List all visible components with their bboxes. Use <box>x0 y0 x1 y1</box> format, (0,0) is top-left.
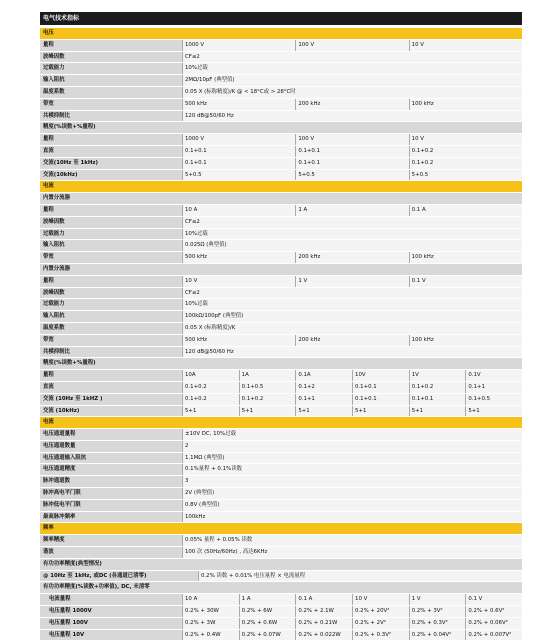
row-values <box>182 205 522 216</box>
row-label: 交流 (10kHz) <box>40 406 182 417</box>
table-row <box>40 429 522 441</box>
row-values <box>182 594 522 605</box>
row-label: 过载能力 <box>40 63 182 74</box>
table-row <box>40 606 522 618</box>
row-values <box>182 311 522 322</box>
section-header: 频率 <box>40 523 522 535</box>
row-label: 脉冲高电平门限 <box>40 488 182 499</box>
table-row <box>40 323 522 335</box>
row-label: 量程 <box>40 276 182 287</box>
table-row <box>40 170 522 182</box>
value-cell: 5+0.5 <box>409 170 522 181</box>
table-row <box>40 99 522 111</box>
row-values <box>182 134 522 145</box>
row-label: 谐波 <box>40 547 182 558</box>
value-cell: 200 kHz <box>295 99 408 110</box>
subsection-header: 内置分流器 <box>40 193 522 205</box>
row-label: @ 10Hz 至 1kHz, 或DC (各通道已清零) <box>40 571 198 582</box>
row-label: 量程 <box>40 205 182 216</box>
value-cell: 1000 V <box>182 40 295 51</box>
value-cell: CF≤2 <box>182 288 522 299</box>
row-values <box>182 394 522 405</box>
row-values <box>182 75 522 86</box>
value-cell: 0.2% + 0.022W <box>295 630 352 641</box>
row-values <box>182 547 522 558</box>
value-cell: 200 kHz <box>295 252 408 263</box>
table-row <box>40 335 522 347</box>
value-cell: 0.2% + 2V² <box>352 618 409 629</box>
value-cell: 0.2% + 0.007V² <box>465 630 522 641</box>
row-values <box>182 370 522 381</box>
value-cell: 10V <box>352 370 409 381</box>
table-row <box>40 464 522 476</box>
value-cell: 1 A <box>295 205 408 216</box>
subsection-header: 有功功率精度(典型情况) <box>40 559 522 571</box>
value-cell: 0.2% + 2.1W <box>295 606 352 617</box>
value-cell: 0.1 A <box>295 594 352 605</box>
table-row <box>40 63 522 75</box>
table-row <box>40 299 522 311</box>
row-label: 电压量程 1000V <box>40 606 182 617</box>
value-cell: 5+1 <box>352 406 409 417</box>
row-label: 交流(10Hz 至 1kHz) <box>40 158 182 169</box>
row-values <box>182 323 522 334</box>
value-cell: 0.1A <box>295 370 352 381</box>
row-label: 共模抑制比 <box>40 347 182 358</box>
value-cell: 0.1+0.2 <box>409 146 522 157</box>
value-cell: 120 dB@50/60 Hz <box>182 111 522 122</box>
value-cell: 5+1 <box>239 406 296 417</box>
table-row <box>40 111 522 123</box>
value-cell: 0.1+0.1 <box>352 382 409 393</box>
value-cell: 0.2% + 3W <box>182 618 239 629</box>
sheet-title: 电气技术指标 <box>40 12 522 25</box>
table-row <box>40 370 522 382</box>
value-cell: 0.025Ω (典型值) <box>182 240 522 251</box>
table-row <box>40 618 522 630</box>
row-values <box>182 299 522 310</box>
row-values <box>182 606 522 617</box>
value-cell: 0.1+1 <box>295 394 352 405</box>
value-cell: 0.05% 量程 + 0.05% 读数 <box>182 535 522 546</box>
table-row <box>40 134 522 146</box>
row-values <box>182 111 522 122</box>
value-cell: ±10V DC, 10%过载 <box>182 429 522 440</box>
value-cell: 100kHz <box>182 512 522 523</box>
row-label: 电压通道精度 <box>40 464 182 475</box>
table-row <box>40 229 522 241</box>
table-row <box>40 630 522 641</box>
row-label: 波峰因数 <box>40 52 182 63</box>
value-cell: 500 kHz <box>182 99 295 110</box>
row-label: 温度系数 <box>40 323 182 334</box>
row-label: 直流 <box>40 146 182 157</box>
value-cell: 10 V <box>409 40 522 51</box>
table-row <box>40 158 522 170</box>
value-cell: 100kΩ/100pF (典型值) <box>182 311 522 322</box>
table-row <box>40 406 522 418</box>
value-cell: 10A <box>182 370 239 381</box>
row-values <box>182 535 522 546</box>
value-cell: 10%过载 <box>182 299 522 310</box>
row-values <box>182 52 522 63</box>
value-cell: 0.2% + 20V² <box>352 606 409 617</box>
row-values <box>182 217 522 228</box>
table-row <box>40 394 522 406</box>
value-cell: 100 V <box>295 40 408 51</box>
row-values <box>182 240 522 251</box>
table-row <box>40 535 522 547</box>
row-values <box>182 382 522 393</box>
value-cell: 1.1MΩ (典型值) <box>182 453 522 464</box>
value-cell: 0.1%量程 + 0.1%读数 <box>182 464 522 475</box>
row-label: 输入阻抗 <box>40 311 182 322</box>
value-cell: 120 dB@50/60 Hz <box>182 347 522 358</box>
row-label: 量程 <box>40 370 182 381</box>
row-label: 带宽 <box>40 335 182 346</box>
table-row <box>40 476 522 488</box>
value-cell: 200 kHz <box>295 335 408 346</box>
row-values <box>198 571 522 582</box>
spec-sheet <box>40 12 522 641</box>
row-values <box>182 170 522 181</box>
value-cell: 5+1 <box>465 406 522 417</box>
row-values <box>182 99 522 110</box>
table-row <box>40 382 522 394</box>
row-label: 过载能力 <box>40 299 182 310</box>
value-cell: 0.1+0.2 <box>409 158 522 169</box>
value-cell: 10 V <box>409 134 522 145</box>
value-cell: 0.2% + 6W <box>239 606 296 617</box>
row-label: 量程 <box>40 40 182 51</box>
value-cell: 500 kHz <box>182 252 295 263</box>
row-label: 共模抑制比 <box>40 111 182 122</box>
value-cell: 0.2% + 0.6W <box>239 618 296 629</box>
row-label: 交流 (10Hz 至 1kHZ ) <box>40 394 182 405</box>
value-cell: 10 A <box>182 205 295 216</box>
row-values <box>182 40 522 51</box>
table-row <box>40 500 522 512</box>
value-cell: 0.2% + 0.4W <box>182 630 239 641</box>
subsection-header: 精度(%读数+%量程) <box>40 358 522 370</box>
row-values <box>182 630 522 641</box>
row-values <box>182 453 522 464</box>
value-cell: 10 A <box>182 594 239 605</box>
value-cell: 5+0.5 <box>182 170 295 181</box>
row-label: 温度系数 <box>40 87 182 98</box>
value-cell: 0.2% + 0.3V² <box>352 630 409 641</box>
value-cell: 0.1 V <box>409 276 522 287</box>
value-cell: 0.1V <box>465 370 522 381</box>
value-cell: 500 kHz <box>182 335 295 346</box>
value-cell: 10%过载 <box>182 229 522 240</box>
row-label: 脉冲低电平门限 <box>40 500 182 511</box>
row-label: 过载能力 <box>40 229 182 240</box>
row-label: 最高脉冲频率 <box>40 512 182 523</box>
table-row <box>40 512 522 524</box>
row-label: 电流量程 <box>40 594 182 605</box>
value-cell: 3 <box>182 476 522 487</box>
row-values <box>182 229 522 240</box>
row-values <box>182 63 522 74</box>
value-cell: 0.1+0.2 <box>409 382 466 393</box>
value-cell: 0.1+0.1 <box>182 146 295 157</box>
value-cell: 0.05 X (标称精度)/K @ < 18°C或 > 28°C时 <box>182 87 522 98</box>
row-label: 波峰因数 <box>40 217 182 228</box>
row-label: 电压通道量程 <box>40 429 182 440</box>
row-label: 量程 <box>40 134 182 145</box>
row-values <box>182 252 522 263</box>
value-cell: 0.1+0.1 <box>295 146 408 157</box>
value-cell: 5+1 <box>182 406 239 417</box>
value-cell: 0.1+0.5 <box>465 394 522 405</box>
table-row <box>40 594 522 606</box>
row-values <box>182 500 522 511</box>
subsection-header: 精度(%读数+%量程) <box>40 122 522 134</box>
row-values <box>182 429 522 440</box>
table-row <box>40 40 522 52</box>
row-values <box>182 146 522 157</box>
value-cell: 0.1+1 <box>465 382 522 393</box>
row-label: 直流 <box>40 382 182 393</box>
section-header: 电流 <box>40 181 522 193</box>
row-values <box>182 512 522 523</box>
table-row <box>40 441 522 453</box>
value-cell: 0.2% + 30W <box>182 606 239 617</box>
table-row <box>40 146 522 158</box>
row-values <box>182 618 522 629</box>
subsection-header: 内置分流器 <box>40 264 522 276</box>
row-label: 频率精度 <box>40 535 182 546</box>
value-cell: 1V <box>409 370 466 381</box>
value-cell: CF≤2 <box>182 217 522 228</box>
row-values <box>182 488 522 499</box>
table-row <box>40 347 522 359</box>
table-row <box>40 205 522 217</box>
value-cell: 0.1 A <box>409 205 522 216</box>
row-values <box>182 406 522 417</box>
value-cell: 10%过载 <box>182 63 522 74</box>
value-cell: 0.2% + 0.07W <box>239 630 296 641</box>
row-label: 波峰因数 <box>40 288 182 299</box>
row-values <box>182 276 522 287</box>
section-header: 电流 <box>40 417 522 429</box>
value-cell: 1A <box>239 370 296 381</box>
value-cell: 100 kHz <box>409 252 522 263</box>
row-label: 电压通道输入阻抗 <box>40 453 182 464</box>
value-cell: 100 次 (50Hz/60Hz) , 高达6KHz <box>182 547 522 558</box>
row-label: 带宽 <box>40 252 182 263</box>
row-values <box>182 464 522 475</box>
value-cell: 0.8V (典型值) <box>182 500 522 511</box>
value-cell: 100 kHz <box>409 335 522 346</box>
value-cell: 2MΩ/10pF (典型值) <box>182 75 522 86</box>
value-cell: 0.2% + 0.04V² <box>409 630 466 641</box>
value-cell: 1 V <box>409 594 466 605</box>
value-cell: 0.1+0.1 <box>295 158 408 169</box>
value-cell: 0.05 X (标称精度)/K <box>182 323 522 334</box>
value-cell: 5+0.5 <box>295 170 408 181</box>
value-cell: 100 kHz <box>409 99 522 110</box>
value-cell: 2 <box>182 441 522 452</box>
value-cell: 0.2% 读数 + 0.01% 电压量程 × 电流量程 <box>198 571 522 582</box>
spec-table <box>40 28 522 641</box>
value-cell: 10 V <box>182 276 295 287</box>
value-cell: 0.1+0.2 <box>182 382 239 393</box>
row-values <box>182 288 522 299</box>
value-cell: 0.1+0.2 <box>182 394 239 405</box>
table-row <box>40 288 522 300</box>
value-cell: 5+1 <box>409 406 466 417</box>
value-cell: 0.1 V <box>465 594 522 605</box>
value-cell: 0.1+0.5 <box>239 382 296 393</box>
row-label: 脉冲通道数 <box>40 476 182 487</box>
value-cell: CF≤2 <box>182 52 522 63</box>
table-row <box>40 52 522 64</box>
value-cell: 0.1+0.1 <box>409 394 466 405</box>
row-label: 输入阻抗 <box>40 240 182 251</box>
value-cell: 100 V <box>295 134 408 145</box>
row-label: 输入阻抗 <box>40 75 182 86</box>
value-cell: 1 V <box>295 276 408 287</box>
value-cell: 0.1+2 <box>295 382 352 393</box>
row-values <box>182 335 522 346</box>
value-cell: 0.2% + 3V² <box>409 606 466 617</box>
value-cell: 1 A <box>239 594 296 605</box>
table-row <box>40 571 522 583</box>
value-cell: 0.2% + 0.06V² <box>465 618 522 629</box>
value-cell: 0.1+0.2 <box>239 394 296 405</box>
value-cell: 0.2% + 0.6V² <box>465 606 522 617</box>
table-row <box>40 488 522 500</box>
table-row <box>40 75 522 87</box>
row-label: 电压量程 10V <box>40 630 182 641</box>
value-cell: 0.1+0.1 <box>182 158 295 169</box>
table-row <box>40 87 522 99</box>
value-cell: 1000 V <box>182 134 295 145</box>
row-values <box>182 158 522 169</box>
table-row <box>40 311 522 323</box>
table-row <box>40 240 522 252</box>
row-label: 带宽 <box>40 99 182 110</box>
value-cell: 10 V <box>352 594 409 605</box>
row-label: 电压量程 100V <box>40 618 182 629</box>
row-label: 电压通道数量 <box>40 441 182 452</box>
row-values <box>182 476 522 487</box>
value-cell: 5+1 <box>295 406 352 417</box>
value-cell: 0.1+0.1 <box>352 394 409 405</box>
subsection-header: 有功功率精度(%读数+功率值), DC, 未清零 <box>40 582 522 594</box>
value-cell: 0.2% + 0.21W <box>295 618 352 629</box>
table-row <box>40 276 522 288</box>
value-cell: 2V (典型值) <box>182 488 522 499</box>
table-row <box>40 217 522 229</box>
value-cell: 0.2% + 0.3V² <box>409 618 466 629</box>
row-values <box>182 347 522 358</box>
row-values <box>182 441 522 452</box>
row-label: 交流(10kHz) <box>40 170 182 181</box>
table-row <box>40 252 522 264</box>
row-values <box>182 87 522 98</box>
table-row <box>40 453 522 465</box>
section-header: 电压 <box>40 28 522 40</box>
table-row <box>40 547 522 559</box>
